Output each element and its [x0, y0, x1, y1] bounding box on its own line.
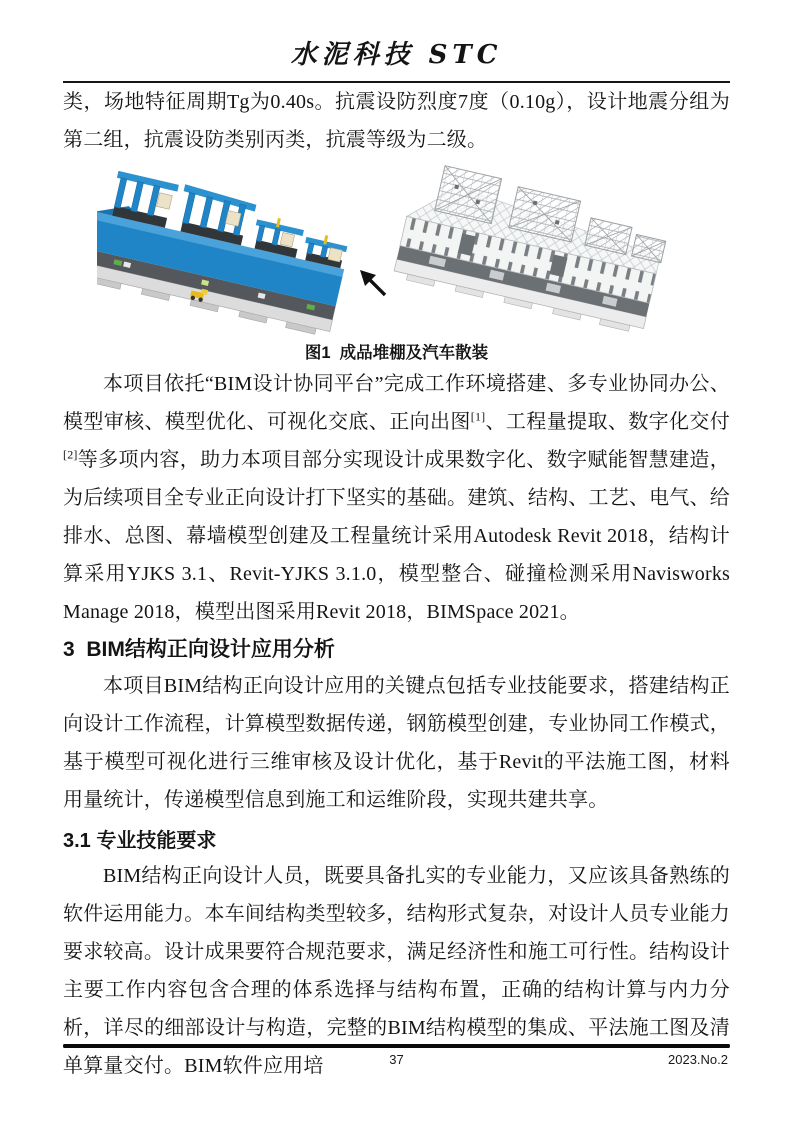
- paragraph-text: 等多项内容，助力本项目部分实现设计成果数字化、数字赋能智慧建造，为后续项目全专业正向设计打下坚实的基础。建筑、结构、工艺、电气、给排水、总图、幕墙模型创建及工程量统计采用Autodesk Revit 2018，结构计算采用YJKS 3.1、Revit-YJKS 3.1.0，模型整合、碰撞检测采用Navisworks Manage 2018，模型出图采用Revit 2018，BIMSpace 2021。: [63, 449, 730, 623]
- section-heading-3: 3 BIM结构正向设计应用分析: [63, 638, 335, 661]
- issue-label: 2023.No.2: [668, 1052, 728, 1067]
- wireframe-model: [392, 162, 670, 335]
- paragraph-text: 本项目依托“BIM设计协同平台”完成工作环境搭建、多专业协同办公、模型审核、模型优化、可视化交底、正向出图: [63, 373, 730, 433]
- paragraph-skill-requirements: BIM结构正向设计人员，既要具备扎实的专业能力，又应该具备熟练的软件运用能力。本车间结构类型较多，结构形式复杂，对设计人员专业能力要求较高。设计成果要符合规范要求，满足经济性和施工可行性。结构设计主要工作内容包含合理的体系选择与结构布置，正确的结构计算与内力分析，详尽的细部设计与构造，完整的BIM结构模型的集成、平法施工图及清单算量交付。BIM软件应用培: [63, 865, 730, 1077]
- journal-title: 水泥科技 STC: [290, 40, 503, 70]
- shaded-model: [97, 166, 355, 337]
- figure-1: [63, 162, 730, 365]
- page-number: 37: [389, 1052, 404, 1067]
- footer-rule: [63, 1044, 730, 1048]
- paragraph-bim-platform: [63, 365, 730, 631]
- pointer-arrow-icon: [360, 270, 385, 295]
- figure-caption: 图1 成品堆棚及汽车散装: [304, 344, 489, 362]
- section-heading-3-1: 3.1 专业技能要求: [63, 830, 217, 852]
- page-footer: [63, 1044, 730, 1070]
- paragraph-text: 、工程量提取、数字化交付: [485, 411, 730, 433]
- figure-image: [97, 162, 697, 337]
- footer-row: [63, 1052, 730, 1070]
- paragraph-application-analysis: 本项目BIM结构正向设计应用的关键点包括专业技能要求，搭建结构正向设计工作流程，计算模型数据传递，钢筋模型创建，专业协同工作模式，基于模型可视化进行三维审核及设计优化，基于Revit的平法施工图，材料用量统计，传递模型信息到施工和运维阶段，实现共建共享。: [63, 675, 730, 811]
- citation-ref-1: [1]: [470, 409, 486, 424]
- citation-ref-2: [2]: [63, 447, 78, 462]
- intro-paragraph: 类，场地特征周期Tg为0.40s。抗震设防烈度7度（0.10g），设计地震分组为第二组，抗震设防类别丙类，抗震等级为二级。: [63, 91, 730, 151]
- page-content: [63, 83, 730, 1085]
